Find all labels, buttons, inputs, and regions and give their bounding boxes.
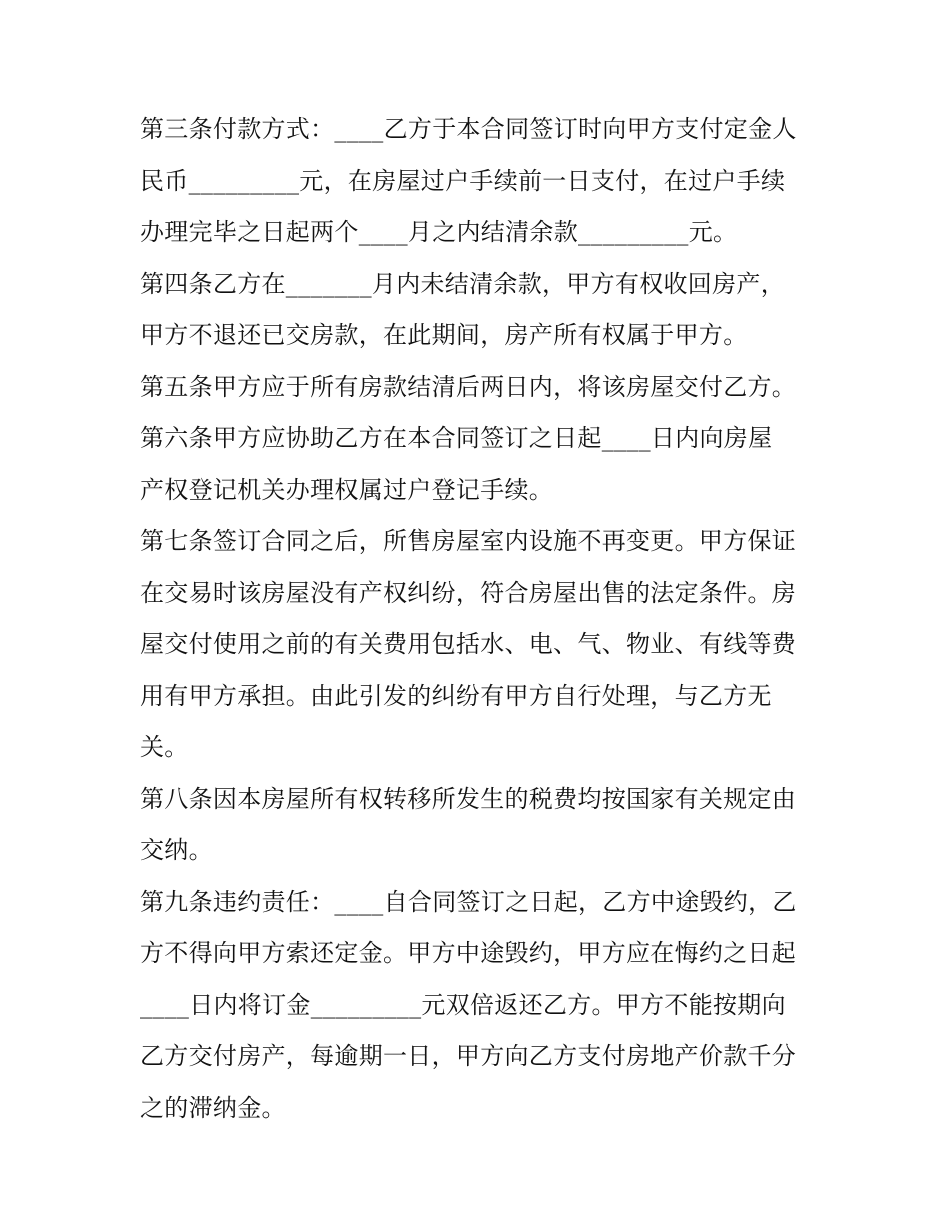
text-line: 第九条违约责任：____自合同签订之日起，乙方中途毁约，乙 bbox=[140, 887, 797, 916]
text-line: 民币_________元，在房屋过户手续前一日支付，在过户手续 bbox=[140, 166, 786, 195]
text-line: ____日内将订金_________元双倍返还乙方。甲方不能按期向 bbox=[140, 990, 786, 1019]
text-line: 第六条甲方应协助乙方在本合同签订之日起____日内向房屋 bbox=[140, 424, 773, 452]
text-line: 之的滞纳金。 bbox=[140, 1093, 286, 1122]
text-line: 第八条因本房屋所有权转移所发生的税费均按国家有关规定由 bbox=[140, 784, 797, 813]
text-line: 办理完毕之日起两个____月之内结清余款_________元。 bbox=[140, 218, 738, 246]
text-line: 第五条甲方应于所有房款结清后两日内，将该房屋交付乙方。 bbox=[140, 372, 797, 401]
text-line: 方不得向甲方索还定金。甲方中途毁约，甲方应在悔约之日起 bbox=[140, 939, 797, 967]
text-line: 第三条付款方式：____乙方于本合同签订时向甲方支付定金人 bbox=[140, 115, 797, 143]
text-line: 关。 bbox=[140, 733, 189, 761]
text-line: 用有甲方承担。由此引发的纠纷有甲方自行处理，与乙方无 bbox=[140, 681, 772, 710]
text-line: 甲方不退还已交房款，在此期间，房产所有权属于甲方。 bbox=[140, 321, 748, 349]
text-line: 第四条乙方在_______月内未结清余款，甲方有权收回房产， bbox=[140, 269, 785, 298]
text-line: 在交易时该房屋没有产权纠纷，符合房屋出售的法定条件。房 bbox=[140, 578, 797, 607]
text-line: 交纳。 bbox=[140, 836, 213, 864]
text-line: 产权登记机关办理权属过户登记手续。 bbox=[140, 475, 554, 504]
text-line: 乙方交付房产，每逾期一日，甲方向乙方支付房地产价款千分 bbox=[140, 1042, 797, 1070]
contract-text bbox=[140, 104, 830, 1134]
text-line: 屋交付使用之前的有关费用包括水、电、气、物业、有线等费 bbox=[140, 630, 797, 658]
text-line: 第七条签订合同之后，所售房屋室内设施不再变更。甲方保证 bbox=[140, 527, 797, 555]
